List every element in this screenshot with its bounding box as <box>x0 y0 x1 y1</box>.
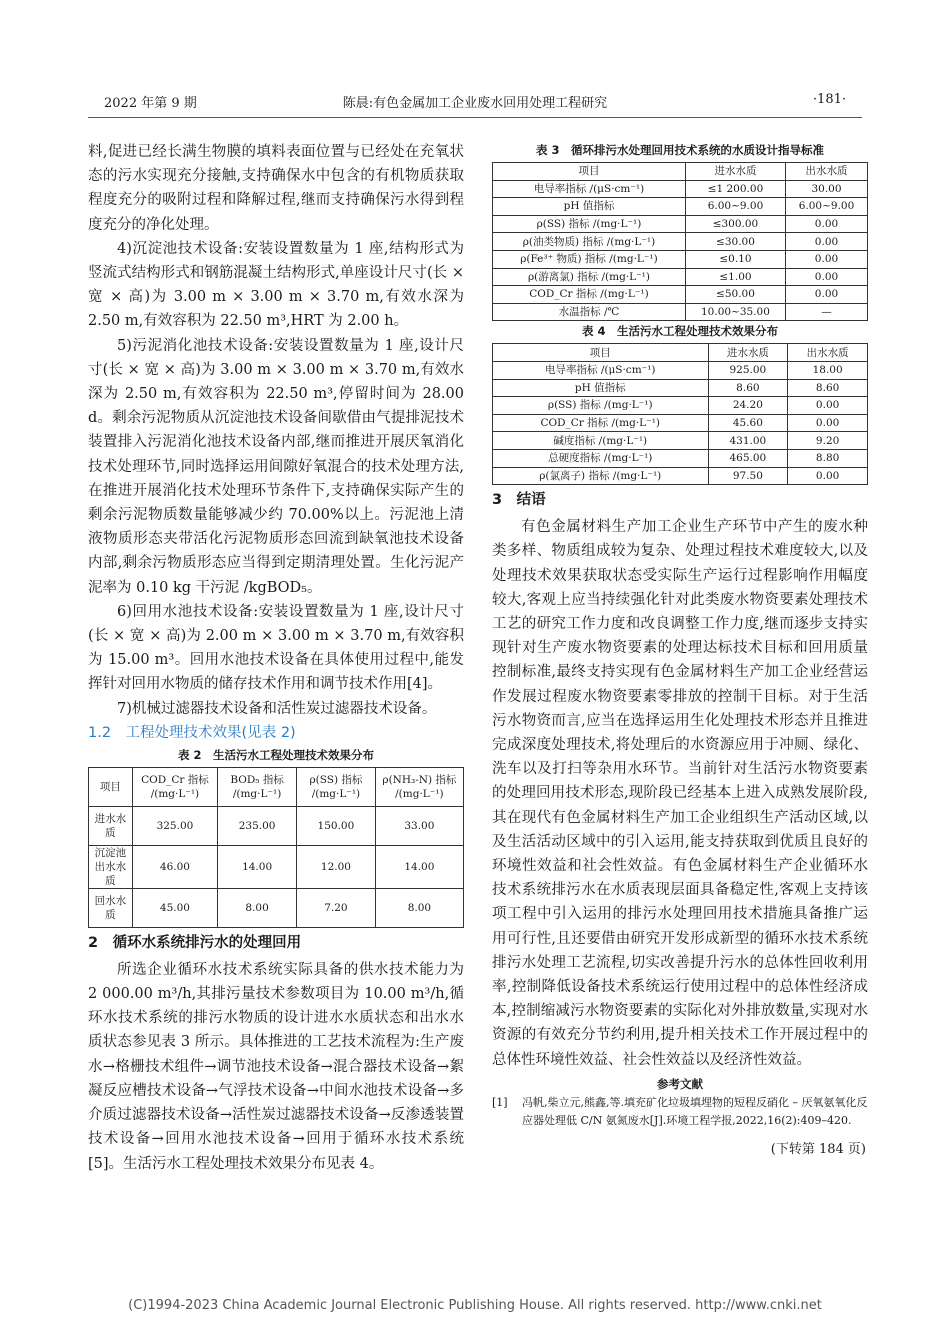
header-rule <box>88 117 862 118</box>
table-cell: 6.00~9.00 <box>786 198 868 216</box>
table-cell: 925.00 <box>708 361 788 379</box>
table-cell: 465.00 <box>708 449 788 467</box>
table-row <box>493 303 868 321</box>
table-row <box>493 467 868 485</box>
table-header-cell: ρ(NH₃-N) 指标 /(mg·L⁻¹) <box>375 767 463 806</box>
table-cell: 46.00 <box>132 845 217 888</box>
table-row <box>89 888 464 927</box>
table-row <box>493 414 868 432</box>
table-row <box>493 198 868 216</box>
table-header-cell: 项目 <box>89 767 133 806</box>
table-row <box>493 180 868 198</box>
table-header-cell: 出水水质 <box>786 163 868 181</box>
table-cell: 12.00 <box>297 845 376 888</box>
table-cell: 8.60 <box>708 379 788 397</box>
header-title: 陈晨:有色金属加工企业废水回用处理工程研究 <box>342 96 608 111</box>
table-caption: 表 4 生活污水工程处理技术效果分布 <box>581 324 778 339</box>
table-cell: pH 值指标 <box>493 379 709 397</box>
paragraph: 4)沉淀池技术设备:安装设置数量为 1 座,结构形式为竖流式结构形式和钢筋混凝土结构形式,单座设计尺寸(长 × 宽 × 高)为 3.00 m × 3.00 m × 3.70 m,有效水深为 2.50 m,有效容积为 22.50 m³,HRT 为 2.00 h。 <box>88 240 464 330</box>
table-cell: 0.00 <box>786 268 868 286</box>
table-cell: 8.60 <box>788 379 868 397</box>
table-row <box>493 268 868 286</box>
paragraph: 5)污泥消化池技术设备:安装设置数量为 1 座,设计尺寸(长 × 宽 × 高)为 3.00 m × 3.00 m × 3.70 m,有效水深为 2.50 m,有效容积为 22.50 m³,停留时间为 28.00 d。剩余污泥物质从沉淀池技术设备间歇借由气提排泥技术装置排入污泥消化池技术设备内部,继而推进开展厌氧消化技术处理环节,同时选择运用间隙好氧混合的技术处理方法,在推进开展消化技术处理环节条件下,支持确保实际产生的剩余污泥物质数量能够减少约 70.00%以上。污泥池上清液物质形态夹带活化污泥物质形态回流到缺氧池技术设备内部,剩余污物质形态应当得到定期清理处置。生化污泥产泥率为 0.10 kg 干污泥 /kgBOD₅。 <box>88 337 464 596</box>
table-cell: 24.20 <box>708 397 788 415</box>
table-cell: 0.00 <box>788 397 868 415</box>
paragraph: 6)回用水池技术设备:安装设置数量为 1 座,设计尺寸(长 × 宽 × 高)为 2.00 m × 3.00 m × 3.70 m,有效容积为 15.00 m³。回用水池技术设备在具体使用过程中,能发挥针对回用水物质的储存技术作用和调节技术作用[4]。 <box>88 603 464 693</box>
table-caption: 表 2 生活污水工程处理技术效果分布 <box>177 747 374 762</box>
table-row <box>493 432 868 450</box>
table-cell: ρ(Fe³⁺ 物质) 指标 /(mg·L⁻¹) <box>493 250 686 268</box>
table-cell: 进水水质 <box>89 806 133 845</box>
table-row <box>493 215 868 233</box>
table-cell: 0.00 <box>786 250 868 268</box>
table-header-cell: BOD₅ 指标 /(mg·L⁻¹) <box>218 767 297 806</box>
table-row <box>493 449 868 467</box>
table-cell: ≤300.00 <box>685 215 785 233</box>
continued-note: (下转第 184 页) <box>770 1141 866 1157</box>
table-row <box>89 806 464 845</box>
section-heading: 2 循环水系统排污水的处理回用 <box>88 934 302 951</box>
table-cell: 沉淀池出水水质 <box>89 845 133 888</box>
table-cell: ρ(氯离子) 指标 /(mg·L⁻¹) <box>493 467 709 485</box>
table-cell: 8.00 <box>218 888 297 927</box>
table-row <box>89 845 464 888</box>
paragraph: 料,促进已经长满生物膜的填料表面位置与已经处在充氧状态的污水实现充分接触,支持确保水中包含的有机物质获取程度充分的吸附过程和降解过程,继而支持确保污水得到程度充分的净化处理。 <box>88 144 464 233</box>
table-cell: COD_Cr 指标 /(mg·L⁻¹) <box>493 414 709 432</box>
table-cell: 45.00 <box>132 888 217 927</box>
table-2 <box>88 767 464 928</box>
table-cell: — <box>786 303 868 321</box>
table-cell: 45.60 <box>708 414 788 432</box>
references-heading: 参考文献 <box>657 1076 703 1091</box>
table-cell: 0.00 <box>786 286 868 304</box>
table-row <box>493 233 868 251</box>
paragraph: 7)机械过滤器技术设备和活性炭过滤器技术设备。 <box>117 700 437 717</box>
table-cell: ≤0.10 <box>685 250 785 268</box>
table-caption: 表 3 循环排污水处理回用技术系统的水质设计指导标准 <box>535 143 824 157</box>
table-cell: 235.00 <box>218 806 297 845</box>
table-cell: 10.00~35.00 <box>685 303 785 321</box>
table-cell: 33.00 <box>375 806 463 845</box>
left-column <box>88 140 464 1176</box>
table-row <box>493 379 868 397</box>
table-cell: ρ(游离氯) 指标 /(mg·L⁻¹) <box>493 268 686 286</box>
table-header-cell: 出水水质 <box>788 344 868 362</box>
table-cell: 18.00 <box>788 361 868 379</box>
table-cell: 电导率指标 /(μS·cm⁻¹) <box>493 361 709 379</box>
reference-text: 冯帆,柴立元,熊鑫,等.填充矿化垃圾填埋物的短程反硝化 – 厌氧氨氧化反应器处理低 C/N 氨氮废水[J].环境工程学报,2022,16(2):409–420. <box>522 1095 868 1127</box>
table-cell: 水温指标 /℃ <box>493 303 686 321</box>
table-cell: 7.20 <box>297 888 376 927</box>
table-cell: 14.00 <box>218 845 297 888</box>
table-header-cell: 项目 <box>493 344 709 362</box>
table-cell: ≤50.00 <box>685 286 785 304</box>
section-heading: 3 结语 <box>492 492 546 509</box>
table-cell: 0.00 <box>788 414 868 432</box>
reference-number: [1] <box>492 1095 508 1109</box>
table-cell: 30.00 <box>786 180 868 198</box>
table-cell: 325.00 <box>132 806 217 845</box>
table-cell: 97.50 <box>708 467 788 485</box>
table-row <box>493 250 868 268</box>
paragraph: 所选企业循环水技术系统实际具备的供水技术能力为 2 000.00 m³/h,其排污量技术参数项目为 10.00 m³/h,循环水技术系统的排污水物质的设计进水水质状态和出水水质状态参见表 3 所示。具体推进的工艺技术流程为:生产废水→格栅技术组件→调节池技术设备→混合器技术设备→絮凝反应槽技术设备→气浮技术设备→中间水池技术设备→多介质过滤器技术设备→活性炭过滤器技术设备→反渗透装置技术设备→回用水池技术设备→回用于循环水技术系统[5]。生活污水工程处理技术效果分布见表 4。 <box>88 961 464 1172</box>
table-cell: 8.00 <box>375 888 463 927</box>
table-row <box>493 397 868 415</box>
table-cell: 0.00 <box>788 467 868 485</box>
table-cell: 0.00 <box>786 233 868 251</box>
table-cell: ρ(SS) 指标 /(mg·L⁻¹) <box>493 215 686 233</box>
table-cell: COD_Cr 指标 /(mg·L⁻¹) <box>493 286 686 304</box>
table-cell: 0.00 <box>786 215 868 233</box>
table-cell: 431.00 <box>708 432 788 450</box>
table-header-cell: COD_Cr 指标 /(mg·L⁻¹) <box>132 767 217 806</box>
table-cell: pH 值指标 <box>493 198 686 216</box>
table-header-cell: 项目 <box>493 163 686 181</box>
header-issue: 2022 年第 9 期 <box>104 96 197 111</box>
paragraph: 有色金属材料生产加工企业生产环节中产生的废水种类多样、物质组成较为复杂、处理过程技术难度较大,以及处理技术效果获取状态受实际生产运行过程影响作用幅度较大,客观上应当持续强化针对此类废水物资要素处理技术工艺的研究工作力度和改良调整工作力度,继而逐步支持实现针对生产废水物资要素的处理达标技术目标和回用质量控制标准,最终支持实现有色金属材料生产加工企业经营运作发展过程废水物资要素零排放的控制干目标。对于生活污水物资而言,应当在选择运用生化处理技术形态并且推进完成深度处理技术,将处理后的水资源应用于冲厕、绿化、洗车以及打扫等杂用水环节。当前针对生活污水物资要素的处理回用技术形态,现阶段已经基本上进入成熟发展阶段,其在现代有色金属材料生产加工企业组织生产活动区域,以及生活活动区域中的引入运用,能支持获取到优质且良好的环境性效益和社会性效益。有色金属材料生产企业循环水技术系统排污水在水质表现层面具备稳定性,客观上支持该项工程中引入运用的排污水处理回用技术措施具备推广运用可行性,且还要借由研究开发形成新型的循环水技术系统排污水处理工艺流程,切实改善提升污水的总体性回收利用率,控制降低设备技术系统运行使用过程中的总体性经济成本,控制缩减污水物资要素的实际化对外排放数量,实现对水资源的有效充分节约利用,提升相关技术工作开展过程中的总体性环境性效益、社会性效益以及经济性效益。 <box>492 519 868 1068</box>
table-cell: 6.00~9.00 <box>685 198 785 216</box>
table-header-cell: 进水水质 <box>708 344 788 362</box>
table-cell: 8.80 <box>788 449 868 467</box>
table-cell: ≤30.00 <box>685 233 785 251</box>
table-cell: 碱度指标 /(mg·L⁻¹) <box>493 432 709 450</box>
table-cell: ≤1.00 <box>685 268 785 286</box>
table-cell: 9.20 <box>788 432 868 450</box>
table-4 <box>492 343 868 485</box>
table-3 <box>492 162 868 321</box>
reference-item <box>492 1094 868 1130</box>
table-cell: 总硬度指标 /(mg·L⁻¹) <box>493 449 709 467</box>
table-cell: 14.00 <box>375 845 463 888</box>
table-cell: ≤1 200.00 <box>685 180 785 198</box>
table-cell: 150.00 <box>297 806 376 845</box>
table-cell: 回水水质 <box>89 888 133 927</box>
header-page-number: ·181· <box>812 92 846 107</box>
table-cell: ρ(油类物质) 指标 /(mg·L⁻¹) <box>493 233 686 251</box>
table-row <box>493 286 868 304</box>
table-cell: ρ(SS) 指标 /(mg·L⁻¹) <box>493 397 709 415</box>
right-column <box>492 140 868 1157</box>
table-cell: 电导率指标 /(μS·cm⁻¹) <box>493 180 686 198</box>
table-row <box>493 361 868 379</box>
subsection-heading: 1.2 工程处理技术效果(见表 2) <box>88 724 296 741</box>
copyright-footer: (C)1994-2023 China Academic Journal Electronic Publishing House. All rights reserved. http://www.cnki.net <box>128 1298 822 1313</box>
table-header-cell: ρ(SS) 指标 /(mg·L⁻¹) <box>297 767 376 806</box>
table-header-cell: 进水水质 <box>685 163 785 181</box>
